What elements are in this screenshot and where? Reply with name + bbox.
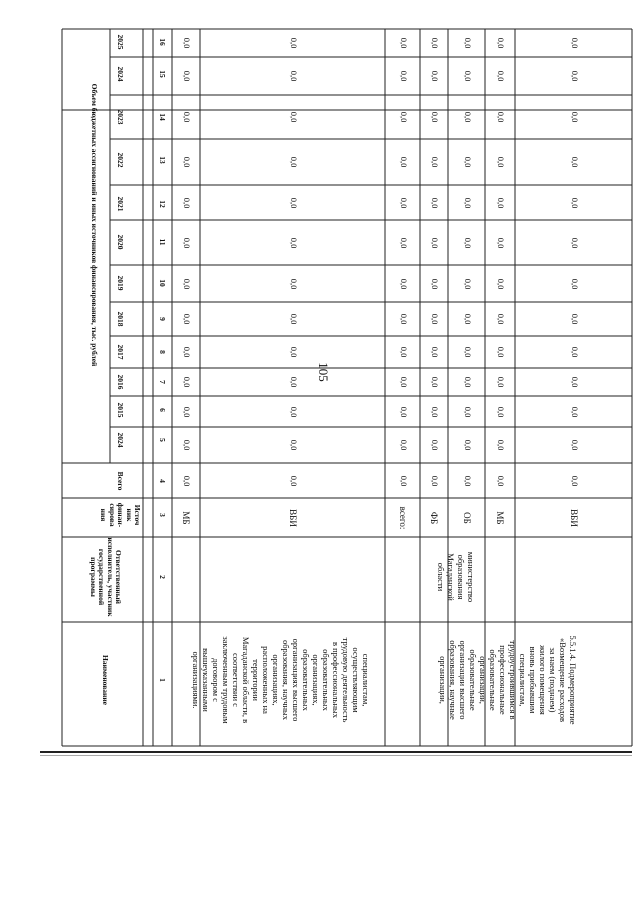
- page-divider: [40, 751, 632, 753]
- page-divider-shadow: [40, 755, 632, 756]
